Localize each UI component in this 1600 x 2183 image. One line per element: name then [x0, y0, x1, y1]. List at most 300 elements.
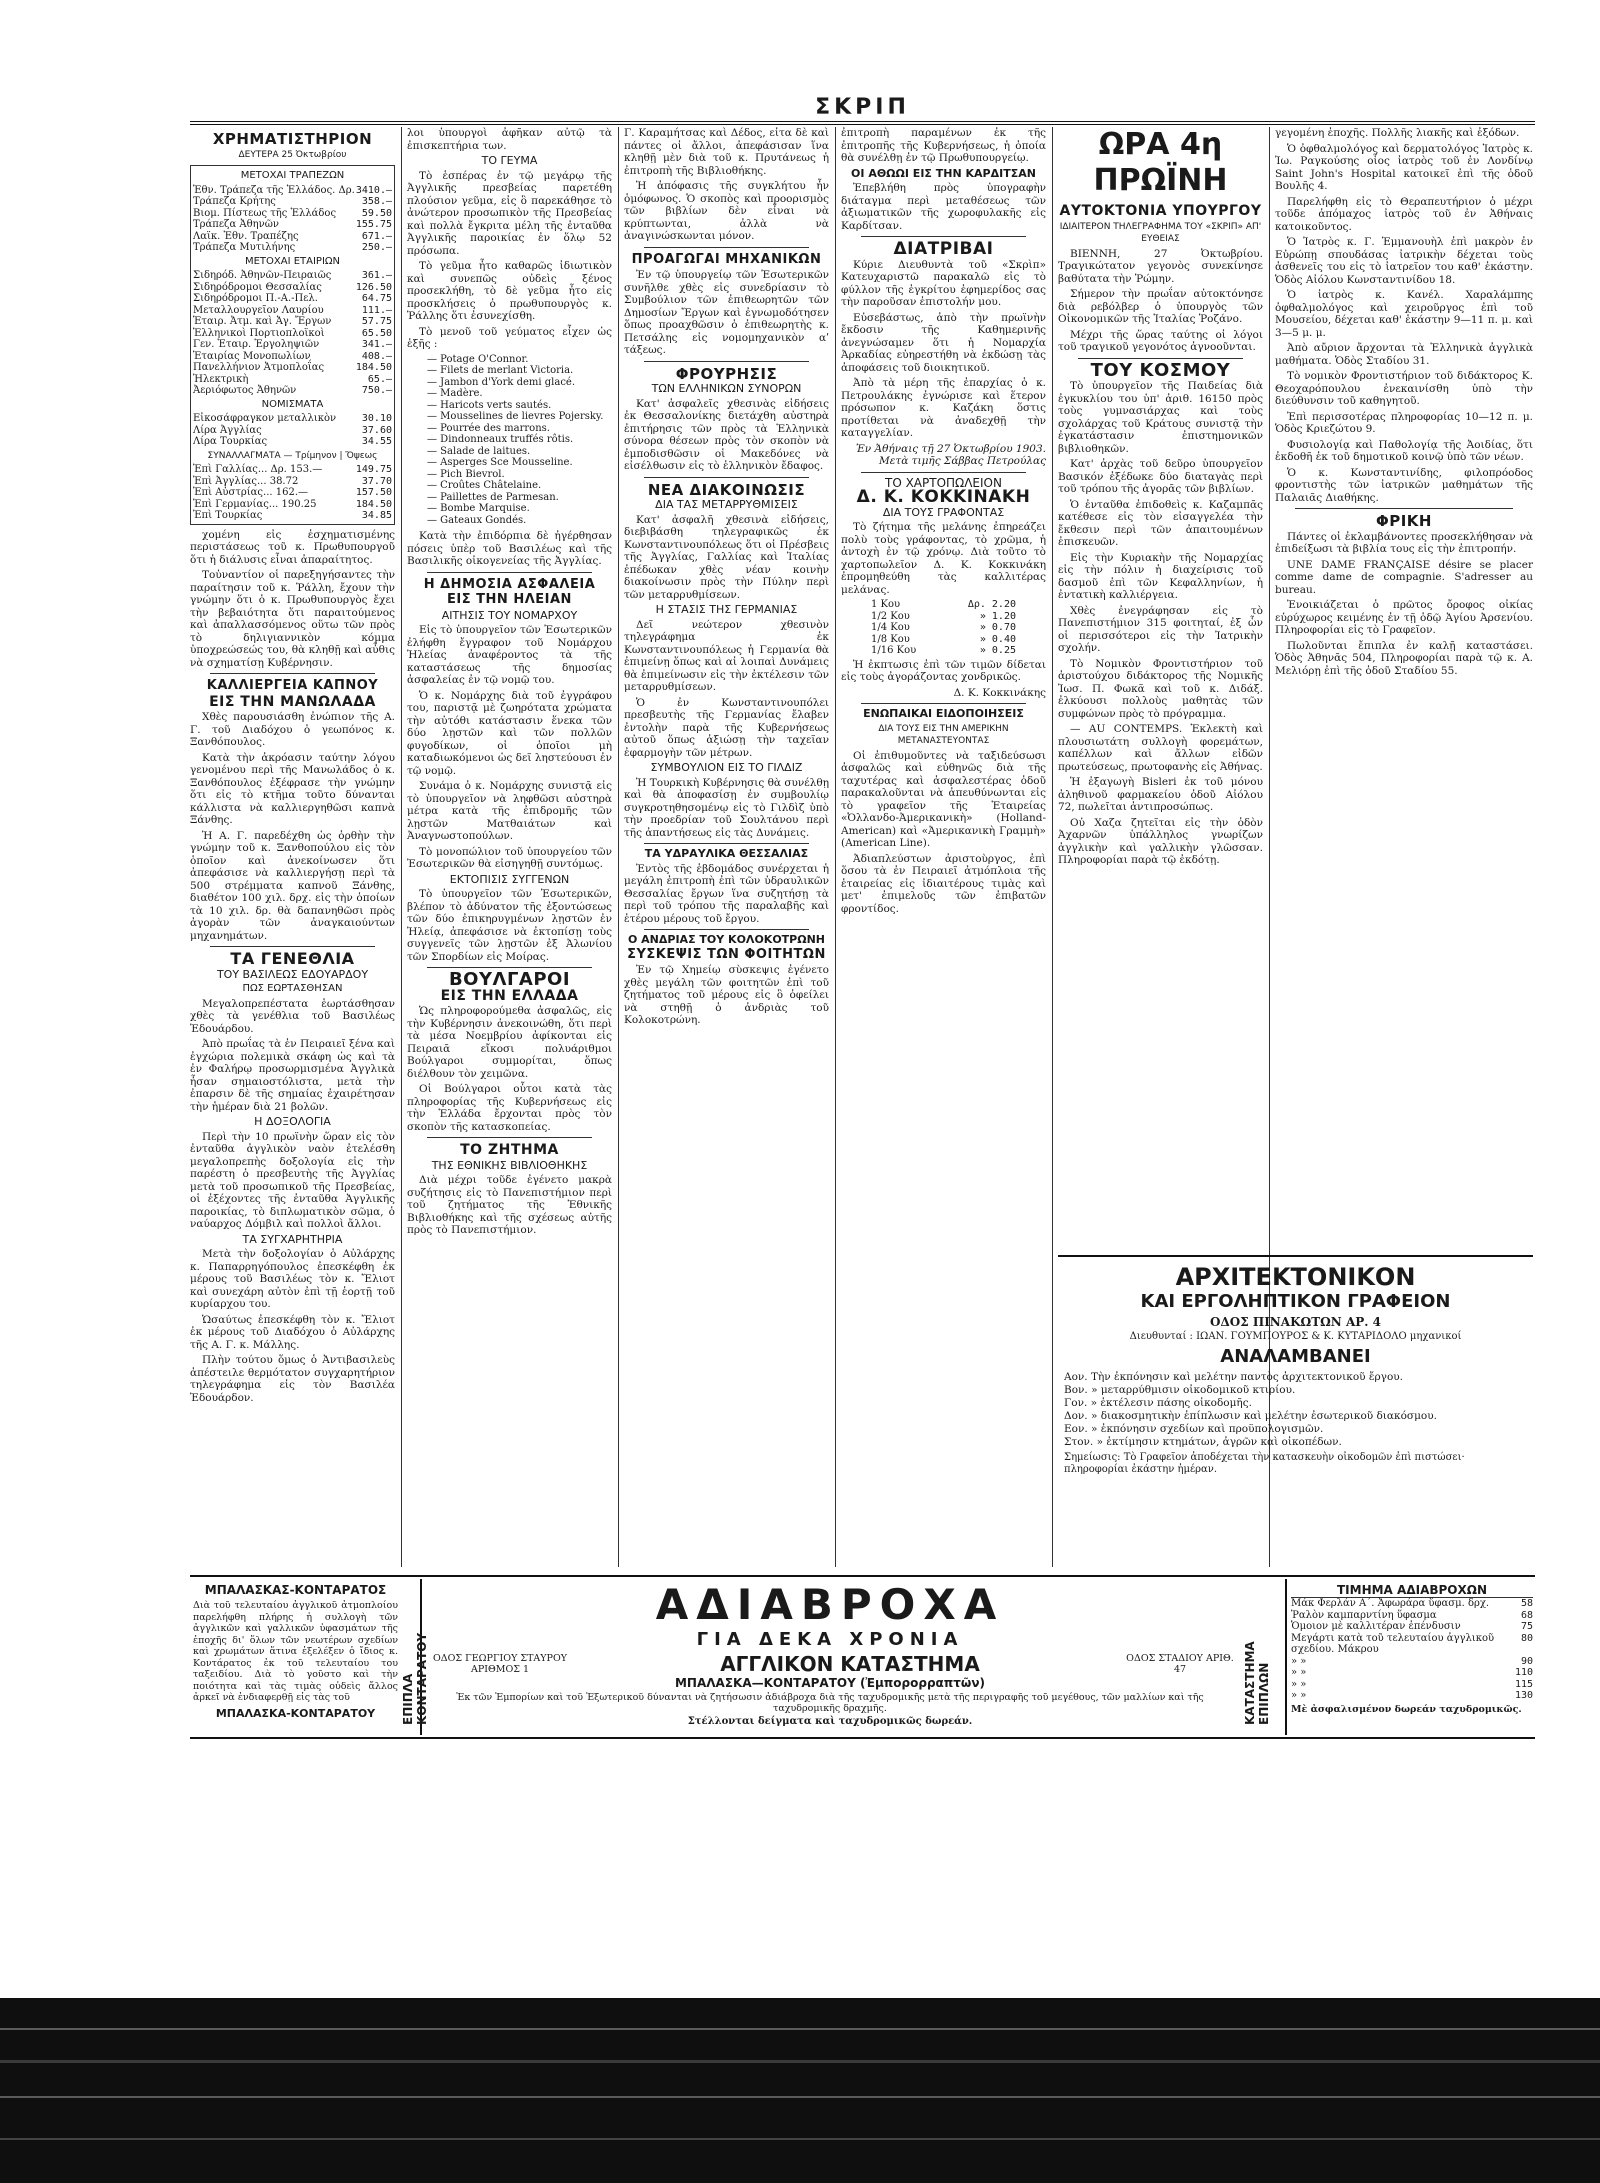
- company-row-label: Πανελλήνιον Ἀτμοπλοΐας: [193, 362, 325, 373]
- guard-subheading: ΤΩΝ ΕΛΛΗΝΙΚΩΝ ΣΥΝΟΡΩΝ: [651, 382, 802, 395]
- paragraph: ΒΙΕΝΝΗ, 27 Ὀκτωβρίου. Τραγικώτατον γεγονὸς συνεκίνησε βαθύτατα τὴν Ῥώμην.: [1058, 247, 1263, 285]
- raincoat-price-row: [1291, 1667, 1533, 1679]
- paragraph: Ὁ ἰατρὸς κ. Κανέλ. Χαραλάμπης ὀφθαλμολόγος καὶ χειροῦργος ἐπὶ τοῦ Μουσείου, δέχεται καθ' ἑκάστην 9—11 π. μ. καὶ 3—5 μ. μ.: [1275, 289, 1533, 339]
- paragraph: Γ. Καραμήτσας καὶ Δέδος, εἶτα δὲ καὶ πάντες οἱ ἄλλοι, ἀπεφάσισαν ἵνα κληθῇ μὲν διὰ τοῦ κ. Πρυτάνεως ἡ ἐπιτροπὴ τῆς Βιβλιοθήκης.: [624, 127, 829, 177]
- paragraph: Οἱ ἐπιθυμοῦντες νὰ ταξιδεύσωσι ἀσφαλῶς καὶ εὐθηνῶς διὰ τῆς ταχυτέρας καὶ ἀσφαλεστέρας ὁδοῦ παρακαλοῦνται νὰ ἀπευθύνωνται εἰς τὸ γραφεῖον τῆς Ἑταιρείας «Ὀλλανδο-Ἀμερικανικὴ» (Holland-American) καὶ «Ἀμερικανικὴ Γραμμὴ» (American Line).: [841, 749, 1046, 849]
- paper-heading: ΤΟ ΧΑΡΤΟΠΩΛΕΙΟΝ: [885, 475, 1002, 490]
- fx-row: [193, 499, 392, 511]
- company-row-value: 408.—: [361, 350, 392, 362]
- raincoat-address-left: ΟΔΟΣ ΓΕΩΡΓΙΟΥ ΣΤΑΥΡΟΥ ΑΡΙΘΜΟΣ 1: [432, 1653, 568, 1675]
- company-row-value: 341.—: [361, 339, 392, 350]
- stock-exchange-heading: ΧΡΗΜΑΤΙΣΤΗΡΙΟΝ: [212, 130, 373, 148]
- fx-row: [193, 476, 392, 488]
- raincoat-price-row-value: 90: [1520, 1655, 1533, 1667]
- paragraph: Ὁ κ. Κωνσταντινίδης, φιλοπρόοδος φροντιστὴς τῶν ἰατρικῶν μαθημάτων τῆς Παλαιᾶς Διαθήκης.: [1275, 466, 1533, 504]
- column-3: [624, 127, 829, 1567]
- birthday-heading: ΤΑ ΓΕΝΕΘΛΙΑ: [230, 949, 355, 968]
- ink-price-row-label: 1/8 Κου: [871, 633, 910, 645]
- architect-title: ΑΡΧΙΤΕΚΤΟΝΙΚΟΝ: [1175, 1263, 1416, 1291]
- paragraph: Κατ' ἀσφαλεῖς χθεσινὰς εἰδήσεις ἐκ Θεσσαλονίκης διετάχθη αὐστηρὰ ἐπιτήρησις τῶν πρὸς τὰ Ἑλληνικὰ σύνορα θέσεων πρὸς τὸν σκοπὸν νὰ ἐμποδισθῶσιν οἱ Μακεδόνες νὰ εἰσέλθωσιν εἰς τὸ ἑλληνικὸν ἔδαφος.: [624, 397, 829, 472]
- paragraph: Ὁ ἐνταῦθα ἐπιδοθεὶς κ. Καζαμπᾶς κατέθεσε εἰς τὸν εἰσαγγελέα τὴν ἔκθεσιν περὶ τῶν ἀπαιτουμένων ἐπισκευῶν.: [1058, 498, 1263, 548]
- raincoat-subtitle: ΓΙΑ ΔΕΚΑ ΧΡΟΝΙΑ: [696, 1629, 964, 1650]
- raincoat-price-row-label: Μάκ Φερλάν Α΄. Ἀφωράρα ὕφασμ. δρχ.: [1291, 1598, 1490, 1609]
- stock-exchange-date: ΔΕΥΤΕΡΑ 25 Ὀκτωβρίου: [238, 149, 347, 160]
- diatribe-heading: ΔΙΑΤΡΙΒΑΙ: [893, 239, 994, 259]
- paragraph: Ἐντὸς τῆς ἑβδομάδος συνέρχεται ἡ μεγάλη ἐπιτροπὴ ἐπὶ τῶν ὑδραυλικῶν Θεσσαλίας ἔργων ἵνα συζητήσῃ τὰ περὶ τοῦ τρόπου τῆς παραλαβῆς καὶ ἑτέρου μέρους τοῦ ἔργου.: [624, 862, 829, 925]
- paragraph: Ἡ ἐκπτωσις ἐπὶ τῶν τιμῶν δίδεται εἰς τοὺς ἀγοράζοντας χονδρικῶς.: [841, 658, 1046, 683]
- column-4: [841, 127, 1046, 1567]
- bank-row-label: Ἐθν. Τράπεζα τῆς Ἑλλάδος. Δρ.: [193, 184, 355, 196]
- paragraph: Οὐ Χαζα ζητεῖται εἰς τὴν ὁδὸν Ἀχαρνῶν ὑπάλληλος γνωρίζων ἀγγλικὴν καὶ γαλλικὴν γλῶσσαν. Πληροφορίαι παρὰ τῷ ἐκδότῃ.: [1058, 816, 1263, 866]
- company-row-label: Ἑταιρίας Μονοπωλίων: [193, 350, 311, 362]
- ink-price-row-value: » 0.40: [979, 633, 1016, 645]
- column-rule: [1052, 127, 1053, 1567]
- company-row: [193, 351, 392, 363]
- bank-row-label: Τράπεζα Κρήτης: [193, 196, 276, 207]
- safety-heading: Η ΔΗΜΟΣΙΑ ΑΣΦΑΛΕΙΑ: [423, 576, 596, 592]
- raincoat-price-row-value: 130: [1514, 1690, 1533, 1701]
- architect-service-item: Εον. » ἐκπόνησιν σχεδίων καὶ προϋπολογισμῶν.: [1064, 1423, 1324, 1435]
- bank-row-label: Τράπεζα Ἀθηνῶν: [193, 219, 279, 230]
- safety-subheading-2: ΑΙΤΗΣΙΣ ΤΟΥ ΝΟΜΑΡΧΟΥ: [441, 608, 578, 622]
- ink-price-row-label: 1/4 Κου: [871, 622, 910, 633]
- thieves-heading: ΟΙ ΑΘΩΩΙ ΕΙΣ ΤΗΝ ΚΑΡΔΙΤΣΑΝ: [851, 166, 1036, 180]
- signature: Ἐν Ἀθήναις τῇ 27 Ὀκτωβρίου 1903. Μετὰ τιμῆς Σάββας Πετρούλας: [855, 442, 1046, 467]
- stock-table: [190, 165, 395, 525]
- paragraph: ἐπιτροπὴ παραμένων ἐκ τῆς ἐπιτροπῆς τῆς Κυβερνήσεως, ἡ ὁποία θὰ συνέλθῃ ἐν τῷ Πρωθυπουργείῳ.: [841, 127, 1046, 164]
- paragraph: Ἐν τῷ ὑπουργείῳ τῶν Ἐσωτερικῶν συνῆλθε χθὲς εἰς συνεδρίασιν τὸ Συμβούλιον τῶν ἐπιθεωρητῶν τῶν Δημοσίων Ἔργων καὶ ἐγνωμοδότησεν ὅπως προαχθῶσιν ὁ ἐπιθεωρητὴς κ. Πετσάλης εἰς νομομηχανικὸν αʹ τάξεως.: [624, 269, 829, 356]
- paper-shop-name: Δ. Κ. ΚΟΚΚΙΝΑΚΗ: [856, 487, 1031, 507]
- architect-services-list: [1058, 1371, 1533, 1449]
- paragraph: Χθὲς ἐνεγράφησαν εἰς τὸ Πανεπιστήμιον 315 φοιτηταί, ἐξ ὧν οἱ περισσότεροι εἰς τὴν Ἰατρικὴν σχολήν.: [1058, 604, 1263, 654]
- tobacco-subheading: ΕΙΣ ΤΗΝ ΜΑΝΩΛΑΔΑ: [209, 693, 376, 710]
- ink-price-row: [871, 634, 1016, 646]
- raincoat-price-row-label: Ὁμοιον μὲ καλλιτέραν ἐπένδυσιν: [1291, 1621, 1461, 1632]
- column-rule: [618, 127, 619, 1567]
- paragraph: Εἰς τὴν Κυριακὴν τῆς Νομαρχίας εἰς τὴν πόλιν ἡ διαχείρισις τοῦ δασμοῦ ἐπὶ τῶν Κεφαλληνίων, ἡ ἐντατικὴ καλλιέργεια.: [1058, 551, 1263, 601]
- paragraph: Ἐν τῷ Χημείῳ σὺσκεψις ἐγένετο χθὲς μεγάλη τῶν φοιτητῶν ἐπὶ τοῦ ζητήματος τοῦ μέρους εἰς ὃ ὀφείλει νὰ στηθῇ ὁ ἀνδριὰς τοῦ Κολοκοτρώνη.: [624, 964, 829, 1026]
- doxology-heading: Η ΔΟΞΟΛΟΓΙΑ: [254, 1115, 331, 1128]
- left-vertical-label: ΕΠΙΠΛΑ ΚΟΝΤΑΡΑΤΟΥ: [401, 1632, 429, 1725]
- paragraph: Οἱ Βούλγαροι οὗτοι κατὰ τὰς πληροφορίας τῆς Κυβερνήσεως εἰς τὴν Ἑλλάδα ἔρχονται πρὸς τὸν σκοπὸν τῆς κατασκοπείας.: [407, 1083, 612, 1133]
- money-row: [193, 425, 392, 437]
- bank-row-value: 155.75: [355, 219, 392, 230]
- paragraph: Εἰς τὸ ὑπουργεῖον τῶν Ἐσωτερικῶν ἐλήφθη ἔγγραφον τοῦ Νομάρχου Ἠλείας ἀναφέροντος τὰ τῆς καταστάσεως τῆς δημοσίας ἀσφαλείας ἐν τῷ νομῷ του.: [407, 624, 612, 686]
- price-ad-title: ΤΙΜΗΜΑ ΑΔΙΑΒΡΟΧΩΝ: [1291, 1583, 1533, 1598]
- money-row-value: 30.10: [361, 413, 392, 424]
- bank-row: [193, 242, 392, 254]
- paragraph: Ὡσαύτως ἐπεσκέφθη τὸν κ. Ἔλιοτ ἐκ μέρους τοῦ Διαδόχου ὁ Αὐλάρχης τῆς Α. Γ. κ. Μάλλης.: [190, 1313, 395, 1351]
- menu-item: — Bombe Marquise.: [427, 503, 530, 514]
- divider: [861, 236, 1026, 237]
- raincoat-price-row-label: » »: [1291, 1667, 1307, 1678]
- raincoat-price-list: [1291, 1598, 1533, 1702]
- left-ad-text: Διὰ τοῦ τελευταίου ἀγγλικοῦ ἀτμοπλοίου παρελήφθη πλήρης ἡ συλλογὴ τῶν ἀγγλικῶν καὶ γαλλικῶν ὑφασμάτων τῆς ἐποχῆς δι' ὅλων τῶν νεωτέρων σχεδίων καὶ χρωμάτων ἅτινα ἐξελέξεν ὁ ἴδιος κ. Κοντάρατος ἐκ τοῦ τελευταίου του ταξειδίου. Διὰ τὸ γοῦστο καὶ τὴν ποιότητα καὶ τὰς τιμὰς οὐδεὶς ἄλλος ἀρκεῖ νὰ ἐνδιαφερθῇ εἰς τὰς τοῦ: [193, 1600, 398, 1703]
- library-heading: ΤΟ ΖΗΤΗΜΑ: [460, 1142, 559, 1158]
- paragraph: Σήμερον τὴν πρωΐαν αὐτοκτόνησε διὰ ρεβόλβερ ὁ ὑπουργὸς τῶν Οἰκονομικῶν τῆς Ἰταλίας Ῥοζάνο.: [1058, 288, 1263, 325]
- divider: [644, 361, 809, 362]
- money-header: ΝΟΜΙΣΜΑΤΑ: [261, 398, 324, 410]
- raincoat-price-row: [1291, 1610, 1533, 1622]
- divider: [644, 247, 809, 248]
- students-subheading: ΣΥΣΚΕΨΙΣ ΤΩΝ ΦΟΙΤΗΤΩΝ: [627, 946, 826, 962]
- raincoat-price-row-value: 75: [1520, 1621, 1533, 1632]
- raincoat-price-row-value: 58: [1520, 1598, 1533, 1609]
- advice-heading: ΣΥΜΒΟΥΛΙΟΝ ΕΙΣ ΤΟ ΓΙΛΔΙΖ: [650, 761, 803, 774]
- fx-row-label: Ἐπὶ Γαλλίας... Δρ. 153.—: [193, 464, 323, 475]
- left-ad: [193, 1583, 398, 1733]
- raincoat-price-row-value: 115: [1514, 1678, 1533, 1690]
- architect-service-item: Στον. » ἐκτίμησιν κτημάτων, ἀγρῶν καὶ οἰκοπέδων.: [1064, 1436, 1342, 1448]
- paragraph: Χθὲς παρουσιάσθη ἐνώπιον τῆς Α. Γ. τοῦ Διαδόχου ὁ γεωπόνος κ. Ξανθόπουλος.: [190, 711, 395, 748]
- emigration-subheading: ΔΙΑ ΤΟΥΣ ΕΙΣ ΤΗΝ ΑΜΕΡΙΚΗΝ ΜΕΤΑΝΑΣΤΕΥΟΝΤΑΣ: [878, 723, 1009, 746]
- ink-price-row-value: Δρ. 2.20: [967, 599, 1016, 610]
- paragraph: Ἀπὸ τὰ μέρη τῆς ἐπαρχίας ὁ κ. Πετρουλάκης ἐγνώρισε καὶ ἕτερον πρόσωπον κ. Καζάκη ὅστις προτίθεται νὰ ἀναδεχθῇ τὴν καταγγελίαν.: [841, 377, 1046, 439]
- bank-row-value: 358.—: [361, 196, 392, 207]
- paragraph: Ἡ Τουρκικὴ Κυβέρνησις θὰ συνέλθῃ καὶ θὰ ἀποφασίσῃ ἐν συμβουλίῳ συγκροτηθησομένῳ εἰς τὸ Γιλδὶζ ὑπὸ τὴν προεδρίαν τοῦ Σουλτάνου περὶ τῆς ἀπαντήσεως εἰς τὰς Δυνάμεις.: [624, 776, 829, 839]
- bank-row: [193, 185, 392, 197]
- safety-subheading: ΕΙΣ ΤΗΝ ΗΛΕΙΑΝ: [447, 592, 572, 607]
- raincoat-price-row: [1291, 1633, 1533, 1656]
- machines-heading: ΠΡΟΑΓΩΓΑΙ ΜΗΧΑΝΙΚΩΝ: [631, 251, 822, 267]
- divider: [427, 1137, 592, 1138]
- company-row-value: 64.75: [361, 293, 392, 304]
- menu-item: — Gateaux Gondés.: [427, 514, 527, 526]
- architect-directors: Διευθυνταί : ΙΩΑΝ. ΓΟΥΜΠΟΥΡΟΣ & Κ. ΚΥΤΑΡΙΔΟΛΟ μηχανικοί: [1129, 1331, 1462, 1342]
- company-row-label: Ἑταιρ. Ἀτμ. καὶ Ἀγ. Ἔργων: [193, 316, 332, 327]
- banks-list: [193, 185, 392, 254]
- horror-heading: ΦΡΙΚΗ: [1375, 512, 1432, 530]
- company-row-value: 57.75: [361, 316, 392, 327]
- paragraph: Τὸ γεῦμα ἦτο καθαρῶς ἰδιωτικὸν καὶ συνεπῶς οὐδεὶς ξένος προσεκλήθη, τὸ δὲ γεῦμα ἦτο εἰς προσκλήσεις ὁ πρωθυπουργὸς κ. Ῥάλλης ὅτι ἐσυνεχίσθη.: [407, 260, 612, 322]
- masthead-title: ΣΚΡΙΠ: [815, 95, 910, 120]
- fx-row: [193, 510, 392, 522]
- company-row-value: 361.—: [361, 270, 392, 281]
- fx-row-label: Ἐπὶ Τουρκίας: [193, 510, 263, 521]
- left-ad-title: ΜΠΑΛΑΣΚΑΣ-ΚΟΝΤΑΡΑΤΟΣ: [204, 1583, 387, 1597]
- paragraph: Κατὰ τὴν ἀκρόασιν ταύτην λόγου γενομένου περὶ τῆς Μανωλάδος ὁ κ. Ξανθόπουλος ἐξέφρασε τὴν γνώμην ὅτι εἰς τὸ κτῆμα τοῦτο δύνανται κάλλιστα νὰ καλλιεργηθῶσι καπνὰ Ξάνθης.: [190, 751, 395, 826]
- late-news-heading: ΩΡΑ 4η ΠΡΩΪΝΗ: [1093, 127, 1228, 198]
- scan-dark-edge: [0, 1998, 1600, 2183]
- money-row-label: Λίρα Ἀγγλίας: [193, 424, 262, 436]
- menu-list: [427, 354, 612, 527]
- company-row-label: Ἠλεκτρικὴ: [193, 373, 249, 385]
- paragraph: λοι ὑπουργοὶ ἀφῆκαν αὐτῷ τὰ ἐπισκεπτήρια των.: [407, 127, 612, 152]
- menu-item: — Madère.: [427, 388, 483, 399]
- tobacco-heading: ΚΑΛΛΙΕΡΓΕΙΑ ΚΑΠΝΟΥ: [206, 678, 379, 693]
- money-row-value: 37.60: [361, 424, 392, 436]
- ad-divider: [1285, 1579, 1287, 1735]
- paragraph: Τὸ Νομικὸν Φροντιστήριον τοῦ ἀριστούχου διδάκτορος τῆς Νομικῆς Ἰωσ. Π. Φωκᾶ καὶ τοῦ κ. Διδάξ. ἐλκύουσι πολλοὺς μαθητὰς τῶν συμφώνων πρὸς τὸ πρόγραμμα.: [1058, 657, 1263, 720]
- ink-price-row: [871, 599, 1016, 611]
- column-rule: [401, 127, 402, 1567]
- raincoat-price-row: [1291, 1656, 1533, 1668]
- bank-row-label: Βιομ. Πίστεως τῆς Ἑλλάδος: [193, 207, 337, 219]
- divider: [644, 929, 809, 930]
- newspaper-page: [175, 95, 1550, 2080]
- divider: [1295, 508, 1513, 509]
- company-row-value: 65.—: [367, 373, 392, 385]
- paragraph: Ἡ ἀπόφασις τῆς συγκλήτου ἦν ὁμόφωνος. Ὁ σκοπὸς καὶ προορισμὸς τῶν βιβλίων δὲν εἶναι νὰ κρύπτωνται, ἀλλὰ νὰ ἀναγινώσκωνται μόνον.: [624, 180, 829, 242]
- menu-item: — Haricots verts sautés.: [427, 399, 552, 411]
- raincoat-price-row-label: » »: [1291, 1690, 1307, 1701]
- company-row-value: 126.50: [355, 281, 392, 293]
- company-row-value: 750.—: [361, 385, 392, 396]
- paragraph: Πάντες οἱ ἐκλαμβάνοντες προσεκλήθησαν νὰ ἐπιδείξωσι τὰ βιβλία τους εἰς τὴν ἐπιτροπήν.: [1275, 530, 1533, 555]
- company-row-label: Γεν. Ἑταιρ. Ἐργοληψιῶν: [193, 339, 320, 350]
- company-row-label: Ἑλληνικοὶ Πορτιοπλοϊκοὶ: [193, 327, 325, 339]
- paragraph: Τὸ μονοπώλιον τοῦ ὑπουργείου τῶν Ἐσωτερικῶν θὰ εἰσηγηθῇ συντόμως.: [407, 845, 612, 870]
- bank-row: [193, 219, 392, 231]
- money-list: [193, 413, 392, 448]
- company-row: [193, 339, 392, 351]
- germany-heading: Η ΣΤΑΣΙΣ ΤΗΣ ΓΕΡΜΑΝΙΑΣ: [655, 603, 798, 616]
- suicide-heading: ΑΥΤΟΚΤΟΝΙΑ ΥΠΟΥΡΓΟΥ: [1059, 203, 1262, 219]
- fx-row-label: Ἐπὶ Αὐστρίας... 162.—: [193, 487, 308, 498]
- paragraph: Κατὰ τὴν ἐπιδόρπια δὲ ἠγέρθησαν πόσεις ὑπὲρ τοῦ Βασιλέως καὶ τῆς Βασιλικῆς οἰκογενείας τῆς Ἀγγλίας.: [407, 530, 612, 567]
- divider: [644, 843, 809, 844]
- telegraph-subheading: ΙΔΙΑΙΤΕΡΟΝ ΤΗΛΕΓΡΑΦΗΜΑ ΤΟΥ «ΣΚΡΙΠ» ΑΠ' ΕΥΘΕΙΑΣ: [1059, 221, 1262, 244]
- paragraph: Τοὐναντίον οἱ παρεξηγήσαντες τὴν παραίτησιν τοῦ κ. Ῥάλλη, ἔχουν τὴν γνώμην ὅτι ὁ κ. Πρωθυπουργὸς ἔχει τὴν βεβαιότητα ὅτι παραιτούμενος καὶ ἀπαλλασσόμενος οὕτω τῶν πρὸς τὸ δηλιγιαννικὸν κόμμα ὑποχρεώσεώς του, θὰ κληθῇ καὶ αὖθις νὰ σχηματίσῃ Κυβέρνησιν.: [190, 569, 395, 669]
- thessaly-heading: ΤΑ ΥΔΡΑΥΛΙΚΑ ΘΕΣΣΑΛΙΑΣ: [644, 847, 809, 860]
- bank-row-value: 59.50: [361, 207, 392, 219]
- company-row: [193, 305, 392, 317]
- paragraph: Πλὴν τούτου ὅμως ὁ Ἀντιβασιλεὺς ἀπέστειλε θερμότατον συγχαρητήριον τηλεγράφημα εἰς τὸν Βασιλέα Ἐδουάρδον.: [190, 1354, 395, 1404]
- ink-price-row-value: » 1.20: [979, 610, 1016, 622]
- paragraph: Ὁ ὀφθαλμολόγος καὶ δερματολόγος Ἰατρὸς κ. Ἰω. Ραγκούσης οἷος ἰατρὸς τοῦ ἐν Λονδίνῳ Saint John's Hospital κατοικεῖ ἐπὶ τῆς ὁδοῦ Βουλῆς 4.: [1275, 142, 1533, 192]
- company-row: [193, 385, 392, 397]
- emigration-heading: ΕΝΩΠΑΙΚΑΙ ΕΙΔΟΠΟΙΗΣΕΙΣ: [863, 707, 1024, 720]
- menu-item: — Mousselines de lievres Pojersky.: [427, 411, 604, 422]
- paragraph: Ἀπὸ αὔριον ἄρχονται τὰ Ἑλληνικὰ ἀγγλικὰ μαθήματα. Ὁδὸς Σταδίου 31.: [1275, 342, 1533, 367]
- money-row-value: 34.55: [361, 436, 392, 447]
- company-row-label: Σιδηρόδ. Ἀθηνῶν-Πειραιῶς: [193, 270, 332, 281]
- paragraph: Πωλοῦνται ἔπιπλα ἐν καλῇ καταστάσει. Ὁδὸς Ἀθηνᾶς 504, Πληροφορίαι παρὰ τῷ κ. Α. Μελιόρῃ ἐπὶ τῆς ὁδοῦ Σταδίου 55.: [1275, 639, 1533, 677]
- ink-price-row-value: » 0.70: [979, 622, 1016, 633]
- architect-address: ΟΔΟΣ ΠΙΝΑΚΩΤΩΝ ΑΡ. 4: [1209, 1315, 1381, 1329]
- raincoat-price-row: [1291, 1679, 1533, 1691]
- paragraph: Τὸ ὑπουργεῖον τῶν Ἐσωτερικῶν, βλέπον τὸ ἀδύνατον τῆς ἐξοντώσεως τῶν δύο ἐπικηρυγμένων λῃστῶν ἐν Ἠλείᾳ, ἀπεφάσισε νὰ ἐκτοπίσῃ τοὺς συγγενεῖς τῶν λῃστῶν ἐξ Ἀλωνίου τῶν Σπορδίων εἰς Μοίρας.: [407, 888, 612, 963]
- raincoat-ad: [425, 1581, 1235, 1733]
- company-row-label: Ἀεριόφωτος Ἀθηνῶν: [193, 385, 297, 396]
- fx-row-label: Ἐπὶ Γερμανίας... 190.25: [193, 498, 317, 510]
- bank-row-value: 671.—: [361, 230, 392, 242]
- companies-list: [193, 270, 392, 397]
- paragraph: Ἐνοικιάζεται ὁ πρῶτος ὄροφος οἰκίας εὐρύχωρος κειμένης ἐν τῇ ὁδῷ Ἀγίου Ἀρσενίου. Πληροφορίαι εἰς τὸ Γραφεῖον.: [1275, 599, 1533, 636]
- divider: [210, 946, 375, 947]
- paragraph: Ὁ Ἰατρὸς κ. Γ. Ἐμμανουὴλ ἐπὶ μακρὸν ἐν Εὐρώπῃ σπουδάσας ἰατρικὴν δέχεται τοὺς ἀσθενεῖς του εἰς τὸ ἰατρεῖον του καθ' ἑκάστην. Ὁδὸς Αἰόλου Κωνσταντινίδου 18.: [1275, 236, 1533, 286]
- fx-row-value: 149.75: [355, 464, 392, 475]
- architect-service-item: Αον. Τὴν ἐκπόνησιν καὶ μελέτην παντὸς ἀρχιτεκτονικοῦ ἔργου.: [1064, 1371, 1403, 1383]
- paragraph: Δεῖ νεώτερον χθεσινὸν τηλεγράφημα ἐκ Κωνσταντινουπόλεως ἡ Γερμανία θὰ ἐπιμείνῃ ὅπως καὶ αἱ λοιπαὶ Δυνάμεις θὰ ἐπιμείνωσιν εἰς τὴν ἐκτέλεσιν τῶν μεταρρυθμίσεων.: [624, 618, 829, 693]
- paragraph: Ἐπὶ περισσοτέρας πληροφορίας 10—12 π. μ. Ὁδὸς Κριεζώτου 9.: [1275, 410, 1533, 435]
- mid-vertical-label: ΚΑΤΑΣΤΗΜΑ ΕΠΙΠΛΩΝ: [1243, 1641, 1271, 1725]
- paper-subheading: ΔΙΑ ΤΟΥΣ ΓΡΑΦΟΝΤΑΣ: [882, 505, 1005, 519]
- ink-price-row-label: 1/2 Κου: [871, 610, 910, 622]
- paragraph: Φυσιολογίᾳ καὶ Παθολογίᾳ τῆς Ἀοιδίας, ὅτι ἐκδοθῆ ἐκ τοῦ δημοτικοῦ κοινῷ ὑπὸ τῶν νέων.: [1275, 438, 1533, 463]
- raincoat-store-name: ΑΓΓΛΙΚΟΝ ΚΑΤΑΣΤΗΜΑ: [720, 1652, 980, 1676]
- menu-item: — Filets de merlant Victoria.: [427, 365, 574, 376]
- company-row-value: 184.50: [355, 362, 392, 373]
- raincoat-price-row: [1291, 1690, 1533, 1702]
- signature: Δ. Κ. Κοκκινάκης: [953, 686, 1046, 699]
- menu-item: — Jambon d'York demi glacé.: [427, 376, 576, 388]
- paragraph: Τὸ ζήτημα τῆς μελάνης ἐπηρεάζει πολὺ τοὺς γράφοντας, τὸ χρῶμα, ἡ ἀντοχὴ ἐν τῷ χρόνῳ. Διὰ τοῦτο τὸ χαρτοπωλεῖον Δ. Κ. Κοκκινάκη ἐπρομηθεύθη τὰς καλλιτέρας μελάνας.: [841, 521, 1046, 596]
- bank-row: [193, 208, 392, 220]
- money-row: [193, 413, 392, 425]
- column-6: [1275, 127, 1533, 1247]
- birthday-subheading: ΤΟΥ ΒΑΣΙΛΕΩΣ ΕΔΟΥΑΡΔΟΥ: [216, 967, 369, 981]
- paragraph: Διὰ μέχρι τοῦδε ἐγένετο μακρὰ συζήτησις εἰς τὸ Πανεπιστήμιον περὶ τοῦ ζητήματος τῆς Ἐθνικῆς Βιβλιοθήκης καὶ τῆς σχέσεως αὐτῆς πρὸς τὸ Πανεπιστήμιον.: [407, 1174, 612, 1236]
- menu-item: — Croûtes Châtelaine.: [427, 480, 542, 491]
- world-heading: ΤΟΥ ΚΟΣΜΟΥ: [1090, 359, 1231, 381]
- bank-row-label: Τράπεζα Μυτιλήνης: [193, 242, 296, 253]
- money-row-label: Εἰκοσάφραγκον μεταλλικὸν: [193, 413, 337, 424]
- ink-price-row: [871, 622, 1016, 634]
- bank-row-value: 250.—: [361, 242, 392, 253]
- paragraph: Ὁ ἐν Κωνσταντινουπόλει πρεσβευτὴς τῆς Γερμανίας ἔλαβεν ἐντολὴν παρὰ τῆς Κυβερνήσεως αὐτοῦ ὅπως ἀξιώσῃ τὴν ταχεῖαν ἐφαρμογὴν τῶν μέτρων.: [624, 696, 829, 759]
- paragraph: Τὸ ὑπουργεῖον τῆς Παιδείας διὰ ἐγκυκλίου του ὑπ' ἀριθ. 16150 πρὸς τοὺς γυμνασιάρχας καὶ τοὺς σχολάρχας τοῦ Κράτους συνιστᾷ τὴν ἐγκατάστασιν ἐπιστημονικῶν βιβλιοθηκῶν.: [1058, 380, 1263, 455]
- architect-service-item: Βον. » μεταρρύθμισιν οἰκοδομικοῦ κτιρίου.: [1064, 1384, 1296, 1396]
- paragraph: Τὸ μενοῦ τοῦ γεύματος εἶχεν ὡς ἑξῆς :: [407, 325, 612, 350]
- divider: [644, 477, 809, 478]
- architect-ad: [1058, 1255, 1533, 1569]
- company-row-value: 65.50: [361, 327, 392, 339]
- relatives-heading: ΕΚΤΟΠΙΣΙΣ ΣΥΓΓΕΝΩΝ: [449, 872, 570, 886]
- menu-item: — Pourrée des marrons.: [427, 422, 550, 434]
- raincoat-price-row-value: 110: [1514, 1667, 1533, 1678]
- company-row: [193, 374, 392, 386]
- paragraph: Εὐσεβάστως, ἀπὸ τὴν πρωϊνὴν ἔκδοσιν τῆς Καθημερινῆς ἀνεγνώσαμεν ὅτι ἡ Νομαρχία Ἀρκαδίας εὐηρεστήθη νὰ ἐκδώσῃ τὰς ἀποφάσεις τοῦ διοικητικοῦ.: [841, 311, 1046, 374]
- paragraph: Κατ' ἀσφαλῆ χθεσινὰ εἰδήσεις, διεβιβάσθη τηλεγραφικῶς ἐκ Κωνσταντινουπόλεως ὅτι οἱ Πρέσβεις τῆς Ἀγγλίας, Γαλλίας καὶ Ἰταλίας ἐπέδωκαν χθὲς νέαν κοινὴν διακοίνωσιν πρὸς τὴν Πύλην περὶ τῶν μεταρρυθμίσεων.: [624, 513, 829, 601]
- raincoat-price-row-value: 80: [1520, 1632, 1533, 1644]
- fx-row: [193, 487, 392, 499]
- lunch-heading: ΤΟ ΓΕΥΜΑ: [481, 154, 538, 167]
- left-ad-signature: ΜΠΑΛΑΣΚΑ-ΚΟΝΤΑΡΑΤΟΥ: [215, 1706, 376, 1720]
- paragraph: Μεγαλοπρεπέστατα ἑωρτάσθησαν χθὲς τὰ γενέθλια τοῦ Βασιλέως Ἐδουάρδου.: [190, 997, 395, 1035]
- congrats-heading: ΤΑ ΣΥΓΧΑΡΗΤΗΡΙΑ: [242, 1232, 343, 1246]
- paragraph: Μέχρι τῆς ὥρας ταύτης οἱ λόγοι τοῦ τραγικοῦ γεγονότος ἀγνοοῦνται.: [1058, 328, 1263, 353]
- company-row: [193, 293, 392, 305]
- architect-subtitle: ΚΑΙ ΕΡΓΟΛΗΠΤΙΚΟΝ ΓΡΑΦΕΙΟΝ: [1140, 1291, 1451, 1312]
- bulgars-subheading: ΕΙΣ ΤΗΝ ΕΛΛΑΔΑ: [440, 987, 579, 1004]
- paragraph: Ἡ Α. Γ. παρεδέχθη ὡς ὀρθὴν τὴν γνώμην τοῦ κ. Ξανθοπούλου εἰς τὸν ὁποῖον καὶ ἀνεκοίνωσεν ὅτι ἀπεφάσισε νὰ καλλιεργήσῃ περὶ τὰ 500 στρέμματα καπνοῦ Ξάνθης, διαθέτον 100 χιλ. δρχ. εἰς τὴν ὁποίων τὰ 10 χιλ. δρ. θὰ δαπανηθῶσι πρὸς ἀγορὰν τῶν ἀναγκαιούντων μηχανημάτων.: [190, 829, 395, 942]
- bulgars-heading: ΒΟΥΛΓΑΡΟΙ: [448, 969, 571, 990]
- fx-header: ΣΥΝΑΛΛΑΓΜΑΤΑ — Τρίμηνον | Ὄψεως: [207, 450, 378, 461]
- company-row: [193, 328, 392, 340]
- paragraph: γεγομένη ἐποχῆς. Πολλῆς λιακῆς καὶ ἐξόδων.: [1275, 127, 1520, 139]
- column-rule: [835, 127, 836, 1567]
- companies-header: ΜΕΤΟΧΑΙ ΕΤΑΙΡΙΩΝ: [244, 255, 341, 267]
- paragraph: Συνάμα ὁ κ. Νομάρχης συνιστᾷ εἰς τὸ ὑπουργεῖον νὰ ληφθῶσι αὐστηρὰ μέτρα κατὰ τῆς ἐπιδρομῆς τῶν λῃστῶν Ματθαιάτων καὶ Ἀναγνωστοπούλων.: [407, 780, 612, 842]
- company-row: [193, 362, 392, 374]
- paragraph: Ὁ κ. Νομάρχης διὰ τοῦ ἐγγράφου του, παριστᾷ μὲ ζωηρότατα χρώματα τὴν αὐτόθι κατάστασιν ἕνεκα τῶν δύο λῃστῶν καὶ τῶν πολλῶν φυγοδίκων, οἱ ὁποῖοι μὴ καταδιωκόμενοι ὡς δεῖ ληστεύουσι ἐν τῷ νομῷ.: [407, 689, 612, 777]
- raincoat-footer: Στέλλονται δείγματα καὶ ταχυδρομικῶς δωρεάν.: [687, 1716, 973, 1727]
- paragraph: χομένη εἰς ἐσχηματισμένης περιστάσεως τοῦ κ. Πρωθυπουργοῦ ὅτι ἡ διάλυσις εἶναι ἀπαραίτητος.: [190, 528, 395, 566]
- price-list: [871, 599, 1016, 657]
- company-row: [193, 316, 392, 328]
- birthday-subheading-2: ΠΩΣ ΕΩΡΤΑΣΘΗΣΑΝ: [242, 983, 343, 994]
- bank-row: [193, 196, 392, 208]
- price-ad-note: Μὲ ἀσφαλισμένον δωρεάν ταχυδρομικῶς.: [1291, 1703, 1522, 1715]
- raincoat-store-row: [425, 1652, 1235, 1676]
- paragraph: Τὸ νομικὸν Φροντιστήριον τοῦ διδάκτορος Κ. Θεοχαρόπουλου ἐνεκαινίσθη ὑπὸ τὴν διεύθυνσιν τοῦ καθηγητοῦ.: [1275, 370, 1533, 407]
- fx-row: [193, 464, 392, 476]
- column-2: [407, 127, 612, 1567]
- raincoat-price-row-label: Ῥαλὸν καμπαρντίνη ὕφασμα: [1291, 1609, 1437, 1621]
- paragraph: Κύριε Διευθυντὰ τοῦ «Σκρὶπ» Κατευχαριστῶ παρακαλῶ εἰς τὸ φύλλον τῆς ἐγκρίτου ἐφημερίδος σας τὴν παροῦσαν ἐπιστολήν μου.: [841, 258, 1046, 308]
- company-row: [193, 282, 392, 294]
- raincoat-text: Ἐκ τῶν Ἐμπορίων καὶ τοῦ Ἐξωτερικοῦ δύνανται νὰ ζητήσωσιν ἀδιάβροχα διὰ τῆς ταχυδρομικῆς μετὰ τῆς περιγραφῆς τοῦ μεγέθους, τῶν μαλλίων καὶ τῆς ταχυδρομικῆς δραχμῆς.: [456, 1692, 1204, 1714]
- divider: [427, 572, 592, 573]
- paragraph: Τὸ ἑσπέρας ἐν τῷ μεγάρῳ τῆς Ἀγγλικῆς πρεσβείας παρετέθη πλούσιον γεῦμα, εἰς ὃ παρεκάθησε τὸ ἀνώτερον προσωπικὸν τῆς Πρεσβείας καὶ πολλὰ ἔγκριτα μέλη τῆς ἐνταῦθα Ἀγγλικῆς παροικίας ἐν ὅλῳ 52 πρόσωπα.: [407, 169, 612, 257]
- fx-row-value: 184.50: [355, 498, 392, 510]
- company-row-label: Σιδηρόδρομοι Θεσσαλίας: [193, 281, 322, 293]
- paragraph: Παρελήφθη εἰς τὸ Θεραπευτήριον ὁ μέχρι τοῦδε ἀπόμαχος ἰατρὸς τοῦ ἐν Ἀθήναις κατοικοῦντος.: [1275, 195, 1533, 233]
- company-row-label: Μεταλλουργεῖον Λαυρίου: [193, 304, 324, 316]
- divider: [1078, 358, 1243, 359]
- divider: [861, 703, 1026, 704]
- architect-service-item: Γον. » ἐκτέλεσιν πάσης οἰκοδομῆς.: [1064, 1397, 1252, 1409]
- deacon-heading: ΝΕΑ ΔΙΑΚΟΙΝΩΣΙΣ: [647, 480, 806, 499]
- menu-item: — Asperges Sce Mousseline.: [427, 457, 573, 468]
- column-1: [190, 127, 395, 1567]
- ink-price-row-label: 1/16 Κου: [871, 645, 917, 656]
- company-row-label: Σιδηρόδρομοι Π.-Α.-Πελ.: [193, 293, 318, 304]
- architect-note: Σημείωσις: Τὸ Γραφεῖον ἀποδέχεται τὴν κατασκευὴν οἰκοδομῶν ἐπὶ πιστώσει· πληροφορίαι ἐκάστην ἡμέραν.: [1064, 1452, 1465, 1475]
- raincoat-price-row-label: Μεγάρτι κατὰ τοῦ τελευταίου ἀγγλικοῦ σχεδίου. Μάκρου: [1291, 1632, 1495, 1655]
- money-row-label: Λίρα Τουρκίας: [193, 436, 268, 447]
- raincoat-price-row-value: 68: [1520, 1609, 1533, 1621]
- company-row: [193, 270, 392, 282]
- paragraph: Κατ' ἀρχὰς τοῦ δεῦρο ὑπουργεῖον Βασικόν ἐξέδωκε δύο διαταγὰς περὶ τοῦ τρόπου τῆς ἀγορᾶς τῶν βιβλίων.: [1058, 458, 1263, 495]
- ink-price-row-value: » 0.25: [979, 645, 1016, 656]
- raincoat-address-right: ΟΔΟΣ ΣΤΑΔΙΟΥ ΑΡΙΘ. 47: [1126, 1653, 1234, 1675]
- masthead: [190, 95, 1535, 125]
- fx-row-label: Ἐπὶ Ἀγγλίας... 38.72: [193, 475, 299, 487]
- deacon-subheading: ΔΙΑ ΤΑΣ ΜΕΤΑΡΡΥΘΜΙΣΕΙΣ: [655, 498, 798, 511]
- fx-list: [193, 464, 392, 522]
- raincoat-owner: ΜΠΑΛΑΣΚΑ—ΚΟΝΤΑΡΑΤΟΥ (Ἐμπορορραπτῶν): [674, 1676, 986, 1690]
- paragraph: Ἀδιαπλεύστων ἀριστοὺργος, ἐπὶ ὅσου τὰ ἐν Πειραιεῖ ἀτμόπλοια τῆς ἑταιρείας εἰς ἰδιαιτέρους τιμὰς καὶ μετ' ἐπιμελοῦς τῶν ἐπιβατῶν φροντίδος.: [841, 852, 1046, 915]
- ink-price-row: [871, 645, 1016, 657]
- raincoat-title: ΑΔΙΑΒΡΟΧΑ: [655, 1581, 1005, 1629]
- menu-item: — Pich Bievrol.: [427, 468, 505, 480]
- architect-service-item: Δον. » διακοσμητικὴν ἐπίπλωσιν καὶ μελέτην ἐσωτερικοῦ διακόσμου.: [1064, 1410, 1437, 1422]
- fx-row-value: 37.70: [361, 475, 392, 487]
- fx-row-value: 157.50: [355, 487, 392, 498]
- raincoat-price-row: [1291, 1598, 1533, 1610]
- money-row: [193, 436, 392, 448]
- menu-item: — Salade de laitues.: [427, 445, 531, 457]
- paragraph: Ἡ ἐξαγωγὴ Bisleri ἐκ τοῦ μόνου ἀληθινοῦ φαρμακείου ὁδοῦ Αἰόλου 72, πωλεῖται ἀντιπροσώπως.: [1058, 776, 1263, 813]
- paragraph: — AU CONTEMPS. Ἐκλεκτὴ καὶ πλουσιωτάτη συλλογὴ φορεμάτων, καπέλλων καὶ ἄλλων εἰδῶν πρωτεύσεως, πρωτοφανὴς εἰς Ἀθήνας.: [1058, 723, 1263, 773]
- raincoat-price-row-label: » »: [1291, 1678, 1307, 1690]
- bank-row: [193, 231, 392, 243]
- fx-row-value: 34.85: [361, 510, 392, 521]
- ink-price-row: [871, 611, 1016, 623]
- guard-heading: ΦΡΟΥΡΗΣΙΣ: [675, 364, 778, 383]
- divider: [210, 673, 375, 674]
- price-ad: [1291, 1583, 1533, 1733]
- menu-item: — Dindonneaux truffés rôtis.: [427, 434, 574, 445]
- library-subheading: ΤΗΣ ΕΘΝΙΚΗΣ ΒΙΒΛΙΟΘΗΚΗΣ: [431, 1158, 588, 1172]
- paragraph: Μετὰ τὴν δοξολογίαν ὁ Αὐλάρχης κ. Παπαρρηγόπουλος ἐπεσκέφθη ἐκ μέρους τοῦ Βασιλέως τὸν κ. Ἔλιοτ καὶ συνεχάρη αὐτὸν ἐπὶ τῇ ἑορτῇ τοῦ κυρίαρχου του.: [190, 1248, 395, 1310]
- divider: [427, 967, 592, 968]
- paragraph: Ἀπὸ πρωΐας τὰ ἐν Πειραιεῖ ξένα καὶ ἐγχώρια πολεμικὰ σκάφη ὡς καὶ τὰ ἐν Φαλήρῳ προσωρμισμένα Ἀγγλικὰ ἦσαν σημαιοστόλιστα, μετὰ τὴν ἐπαρσιν δὲ τῆς σημαίας ἐχαιρέτησαν τὴν ἡμέραν διὰ 21 βολῶν.: [190, 1038, 395, 1113]
- architect-undertakes: ΑΝΑΛΑΜΒΑΝΕΙ: [1220, 1346, 1371, 1367]
- divider: [861, 472, 1026, 473]
